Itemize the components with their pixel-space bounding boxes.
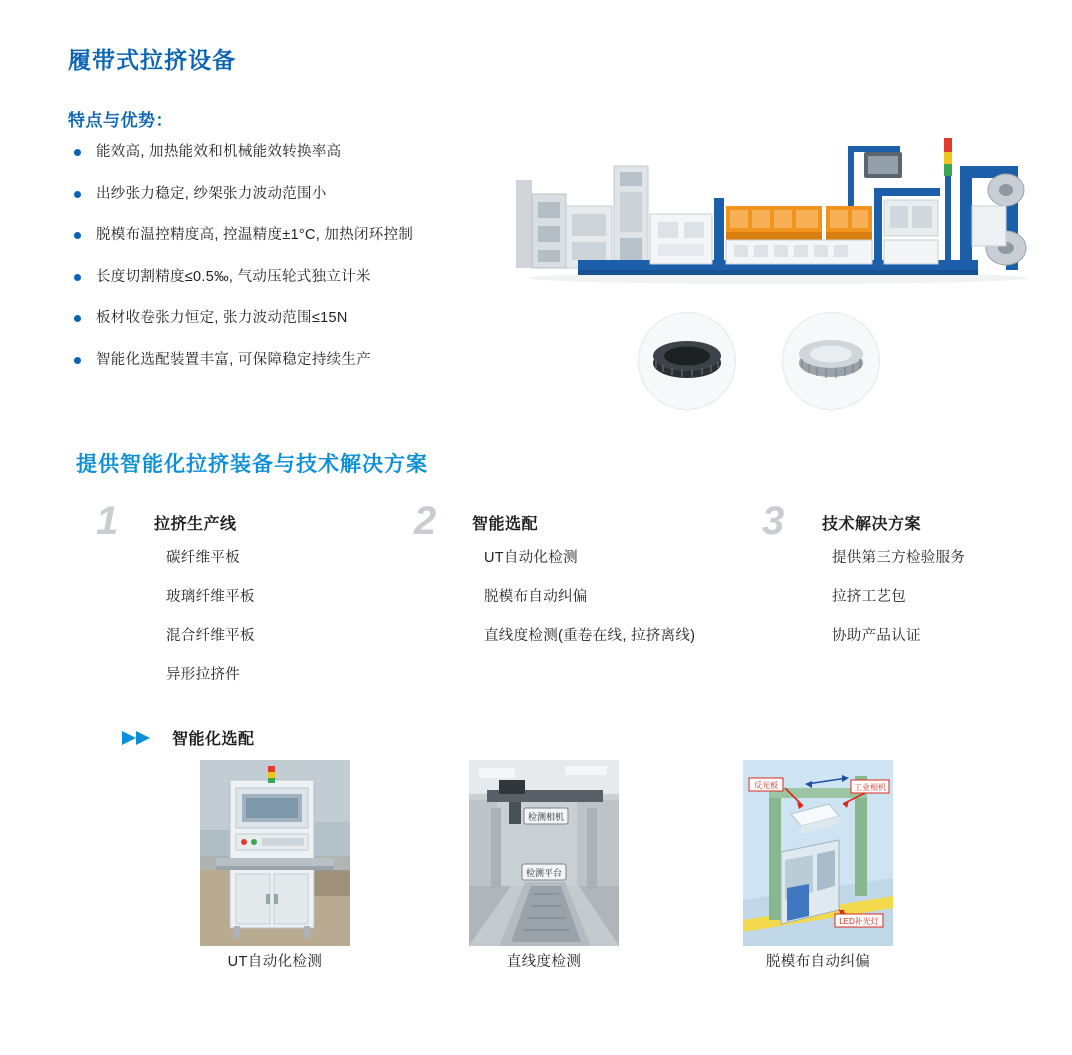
- column-number: 3: [762, 499, 785, 543]
- svg-text:LED补光灯: LED补光灯: [839, 917, 879, 926]
- product-photo-circle-light-ring: [782, 312, 880, 410]
- column-item-list: [484, 548, 695, 665]
- list-item: 协助产品认证: [832, 628, 921, 644]
- column-item-list: [832, 548, 965, 665]
- photo-caption: 脱模布自动纠偏: [765, 954, 871, 970]
- list-item: 异形拉挤件: [166, 667, 240, 683]
- page-title: 履带式拉挤设备: [68, 47, 236, 73]
- bullet-dot-icon: [74, 191, 81, 198]
- feature-text: 能效高, 加热能效和机械能效转换率高: [96, 144, 342, 160]
- list-item: 脱模布自动纠偏: [484, 589, 588, 605]
- feature-text: 长度切割精度≤0.5‰, 气动压轮式独立计米: [96, 268, 371, 285]
- feature-text: 板材收卷张力恒定, 张力波动范围≤15N: [96, 310, 348, 326]
- list-item: 提供第三方检验服务: [832, 550, 966, 566]
- photo-caption: 直线度检测: [506, 954, 582, 970]
- bullet-dot-icon: [74, 357, 81, 364]
- column-number: 2: [414, 499, 437, 543]
- feature-list: [68, 142, 498, 391]
- list-item: [68, 184, 498, 204]
- smart-options-heading-row: [120, 726, 255, 749]
- double-chevron-right-icon: [120, 729, 154, 747]
- list-item: 碳纤维平板: [166, 550, 240, 566]
- bullet-dot-icon: [74, 232, 81, 239]
- list-item: 混合纤维平板: [166, 628, 255, 644]
- list-item: [68, 142, 498, 162]
- svg-text:工业相机: 工业相机: [854, 783, 886, 792]
- photo-ut-inspection: [200, 760, 350, 946]
- svg-text:检测相机: 检测相机: [527, 812, 565, 822]
- list-item: 玻璃纤维平板: [166, 589, 255, 605]
- svg-text:检测平台: 检测平台: [525, 868, 563, 878]
- column-number: 1: [96, 499, 119, 543]
- column-title: 技术解决方案: [822, 516, 922, 533]
- feature-text: 出纱张力稳定, 纱架张力波动范围小: [96, 185, 327, 202]
- pultrusion-machine-illustration: [508, 110, 1028, 290]
- bullet-dot-icon: [74, 315, 81, 322]
- smart-options-label: 智能化选配: [172, 731, 255, 748]
- bullet-dot-icon: [74, 274, 81, 281]
- features-heading: 特点与优势：: [68, 111, 173, 130]
- column-item-list: [166, 548, 255, 704]
- bullet-dot-icon: [74, 149, 81, 156]
- product-photo-circle-dark-ring: [638, 312, 736, 410]
- svg-text:反光板: 反光板: [754, 781, 778, 790]
- column-title: 拉挤生产线: [154, 516, 237, 533]
- feature-text: 脱模布温控精度高, 控温精度±1°C, 加热闭环控制: [96, 227, 414, 243]
- list-item: [68, 267, 498, 287]
- feature-text: 智能化选配装置丰富, 可保障稳定持续生产: [96, 351, 372, 368]
- list-item: [68, 308, 498, 328]
- list-item: 拉挤工艺包: [832, 589, 906, 605]
- photo-release-film-correction: [743, 760, 893, 946]
- list-item: [68, 225, 498, 245]
- list-item: [68, 350, 498, 370]
- list-item: UT自动化检测: [484, 550, 578, 566]
- photo-caption: UT自动化检测: [227, 954, 323, 970]
- column-title: 智能选配: [472, 516, 539, 533]
- list-item: 直线度检测(重卷在线, 拉挤离线): [484, 628, 696, 644]
- photo-straightness-detection: [469, 760, 619, 946]
- solutions-heading: 提供智能化拉挤装备与技术解决方案: [76, 453, 428, 476]
